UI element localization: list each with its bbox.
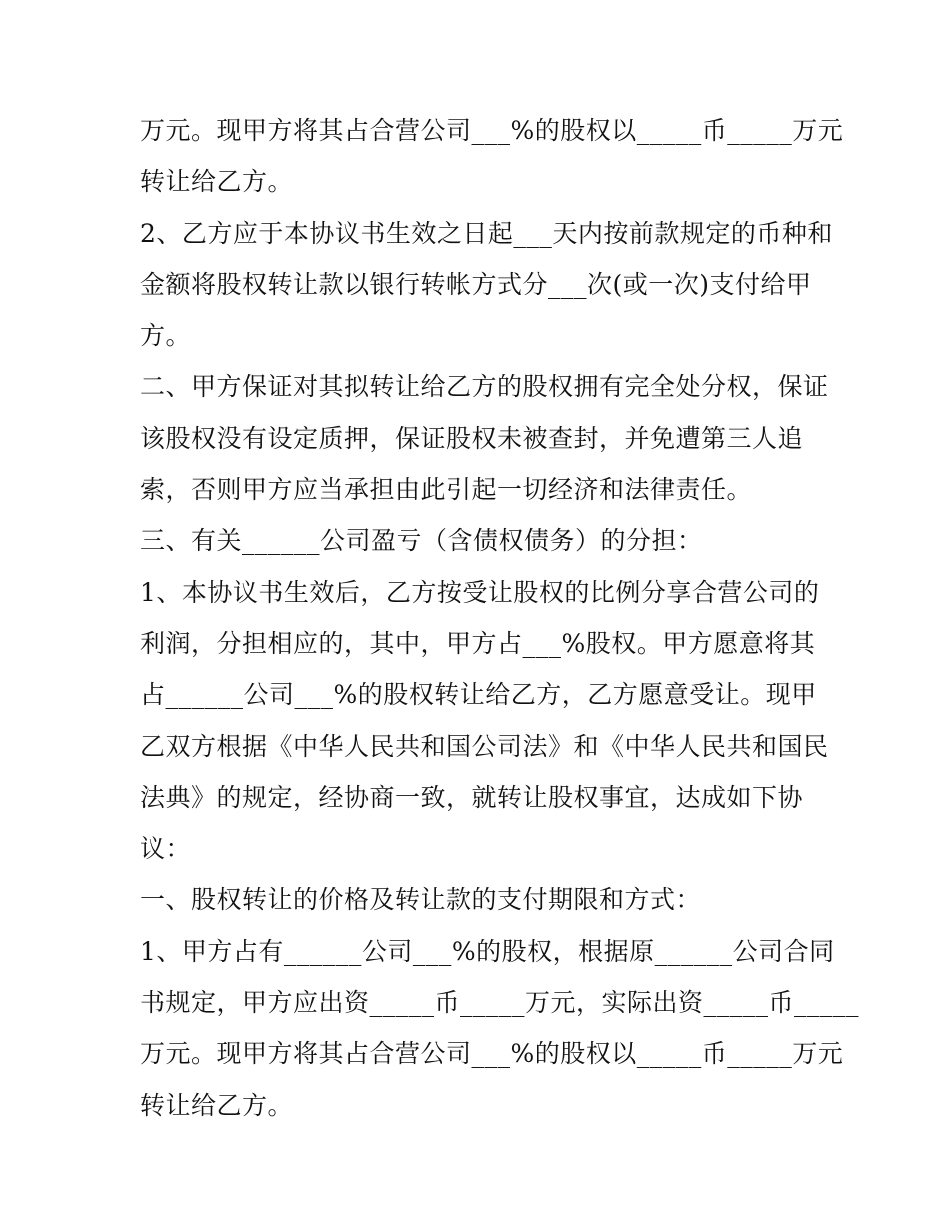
text-line: 利润，分担相应的，其中，甲方占___%股权。甲方愿意将其 xyxy=(140,628,816,658)
text-line: 方。 xyxy=(140,321,192,351)
text-line: 万元。现甲方将其占合营公司___%的股权以_____币_____万元 xyxy=(140,116,844,145)
text-line: 占______公司___%的股权转让给乙方，乙方愿意受让。现甲 xyxy=(140,680,817,710)
text-line: 转让给乙方。 xyxy=(140,167,294,197)
text-line: 法典》的规定，经协商一致，就转让股权事宜，达成如下协 xyxy=(140,782,804,812)
text-line: 该股权没有设定质押，保证股权未被查封，并免遭第三人追 xyxy=(140,423,804,453)
text-line: 议： xyxy=(140,834,192,864)
text-line: 2、乙方应于本协议书生效之日起___天内按前款规定的币种和 xyxy=(140,218,833,248)
text-line: 金额将股权转让款以银行转帐方式分___次(或一次)支付给甲 xyxy=(140,269,812,299)
text-line: 一、股权转让的价格及转让款的支付期限和方式： xyxy=(140,885,702,915)
text-line: 二、甲方保证对其拟转让给乙方的股权拥有完全处分权，保证 xyxy=(140,372,829,402)
text-line: 1、甲方占有______公司___%的股权，根据原______公司合同 xyxy=(140,936,835,966)
text-line: 乙双方根据《中华人民共和国公司法》和《中华人民共和国民 xyxy=(140,731,829,761)
text-line: 1、本协议书生效后，乙方按受让股权的比例分享合营公司的 xyxy=(140,577,820,607)
document-body xyxy=(140,105,860,1131)
text-line: 转让给乙方。 xyxy=(140,1090,294,1120)
text-line: 三、有关______公司盈亏（含债权债务）的分担： xyxy=(140,526,703,556)
text-line: 索，否则甲方应当承担由此引起一切经济和法律责任。 xyxy=(140,475,753,505)
text-line: 万元。现甲方将其占合营公司___%的股权以_____币_____万元 xyxy=(140,1039,844,1069)
text-line: 书规定，甲方应出资_____币_____万元，实际出资_____币_____ xyxy=(140,988,860,1018)
